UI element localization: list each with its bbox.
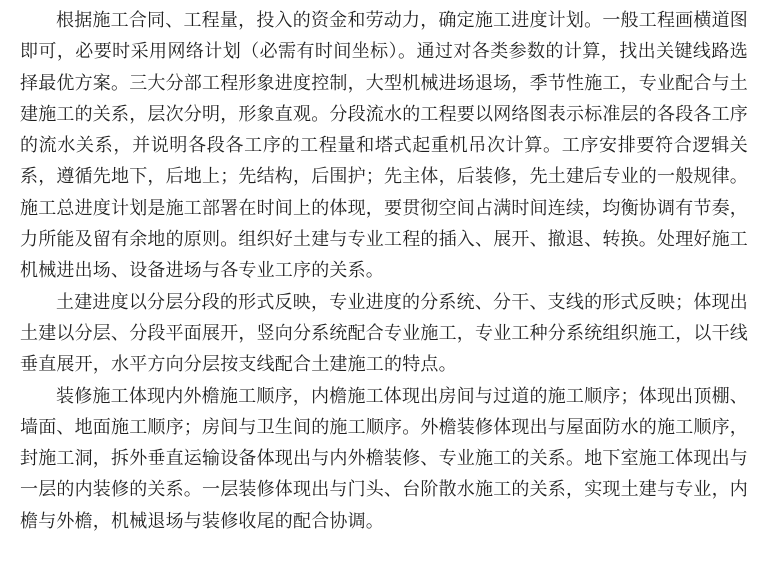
paragraph-civil-progress: 土建进度以分层分段的形式反映，专业进度的分系统、分干、支线的形式反映；体现出土建以分层、分段平面展开，竖向分系统配合专业施工，专业工种分系统组织施工，以干线垂直展开，水平方向分层按支线配合土建施工的特点。: [20, 291, 748, 376]
paragraph-decoration-sequence: 装修施工体现内外檐施工顺序，内檐施工体现出房间与过道的施工顺序；体现出顶棚、墙面、地面施工顺序；房间与卫生间的施工顺序。外檐装修体现出与屋面防水的施工顺序，封施工洞，拆外垂直运输设备体现出与内外檐装修、专业施工的关系。地下室施工体现出与一层的内装修的关系。一层装修体现出与门头、台阶散水施工的关系，实现土建与专业，内檐与外檐，机械退场与装修收尾的配合协调。: [20, 385, 748, 532]
paragraph-schedule-planning: 根据施工合同、工程量，投入的资金和劳动力，确定施工进度计划。一般工程画横道图即可，必要时采用网络计划（必需有时间坐标）。通过对各类参数的计算，找出关键线路选择最优方案。三大分部工程形象进度控制，大型机械进场退场，季节性施工，专业配合与土建施工的关系，层次分明，形象直观。分段流水的工程要以网络图表示标准层的各段各工序的流水关系，并说明各段各工序的工程量和塔式起重机吊次计算。工序安排要符合逻辑关系，遵循先地下，后地上；先结构，后围护；先主体，后装修，先土建后专业的一般规律。施工总进度计划是施工部署在时间上的体现，要贯彻空间占满时间连续，均衡协调有节奏，力所能及留有余地的原则。组织好土建与专业工程的插入、展开、撤退、转换。处理好施工机械进出场、设备进场与各专业工序的关系。: [20, 10, 748, 282]
